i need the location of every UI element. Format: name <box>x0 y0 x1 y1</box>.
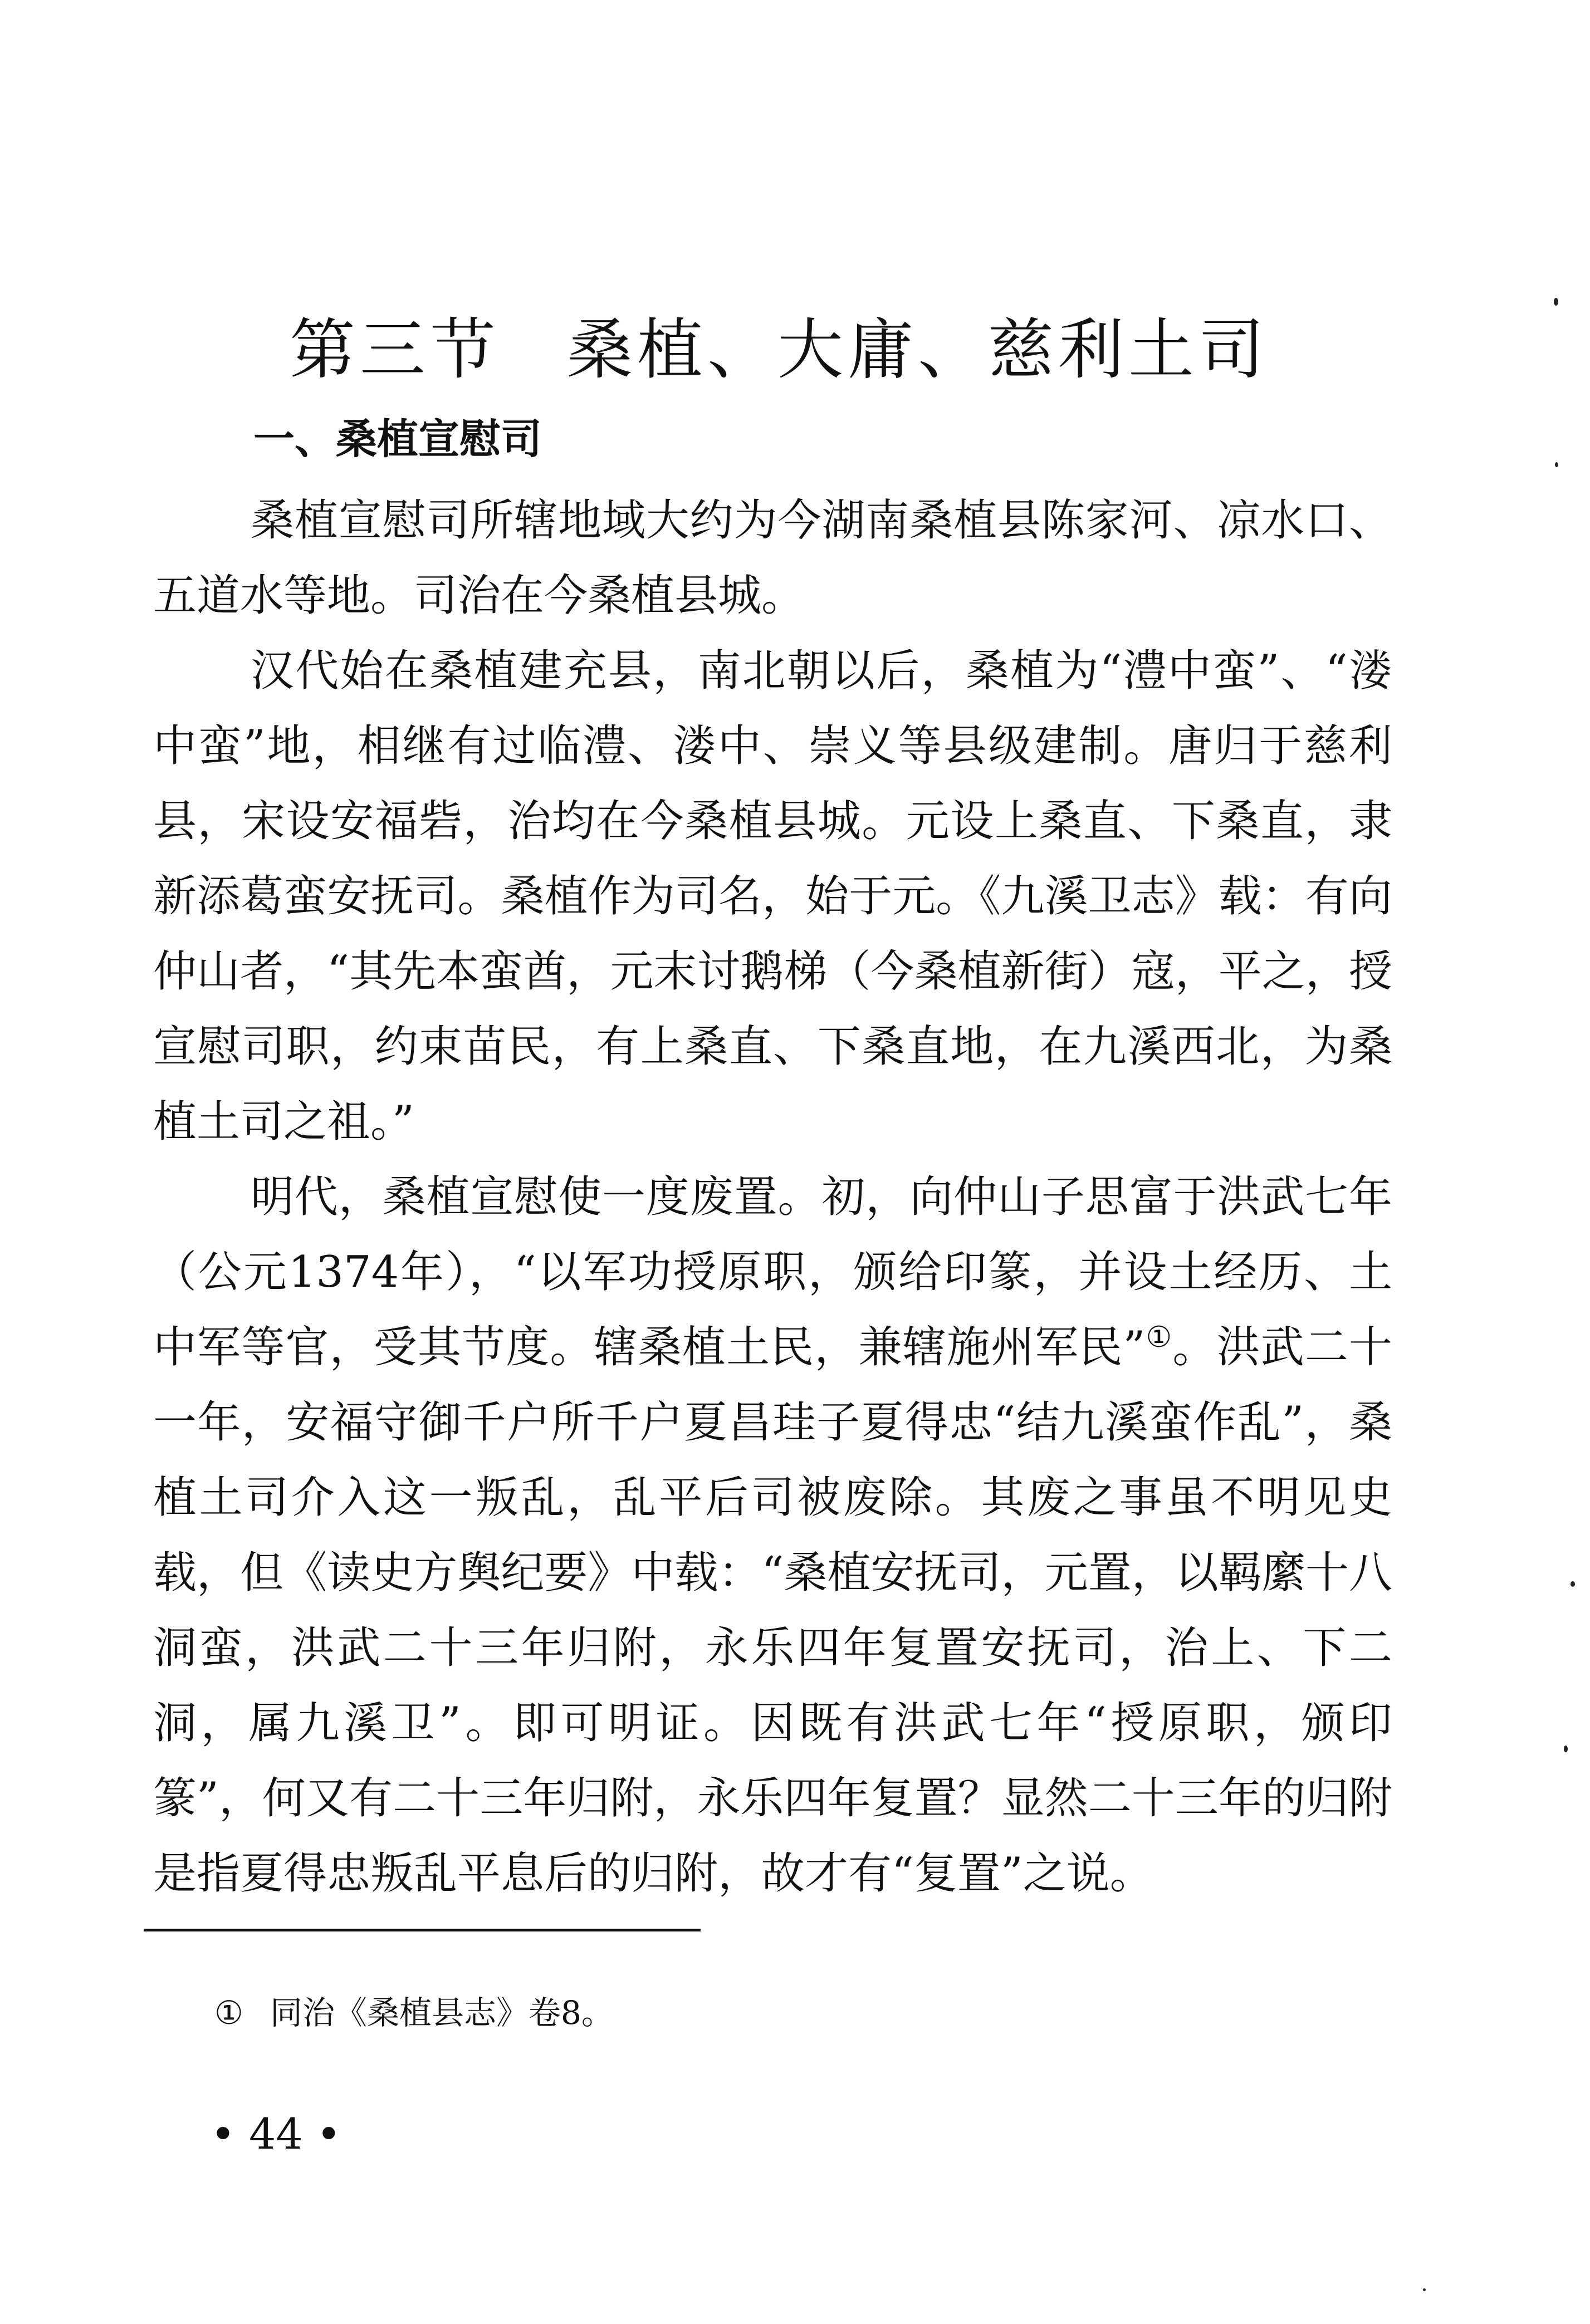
section-number: 第三节 <box>290 311 501 389</box>
paragraph: 汉代始在桑植建充县，南北朝以后，桑植为“澧中蛮”、“溇中蛮”地，相继有过临澧、溇中、崇义等县级建制。唐归于慈利县，宋设安福砦，治均在今桑植县城。元设上桑直、下桑直，隶新添葛蛮安抚司。桑植作为司名，始于元。《九溪卫志》载：有向仲山者，“其先本蛮酋，元末讨鹅梯（今桑植新街）寇，平之，授宣慰司职，约束苗民，有上桑直、下桑直地，在九溪西北，为桑植土司之祖。” <box>153 646 1392 1147</box>
section-title <box>290 311 1269 389</box>
section-title-text: 桑植、大庸、慈利土司 <box>567 311 1269 389</box>
scan-speck <box>1555 462 1558 467</box>
paragraph-text: 。洪武二十一年，安福守御千户所千户夏昌珪子夏得忠“结九溪蛮作乱”，桑植土司介入这一叛乱，乱平后司被废除。其废之事虽不明见史载，但《读史方舆纪要》中载：“桑植安抚司，元置，以羁縻十八洞蛮，洪武二十三年归附，永乐四年复置安抚司，治上、下二洞，属九溪卫”。即可明证。因既有洪武七年“授原职，颁印篆”，何又有二十三年归附，永乐四年复置？显然二十三年的归附是指夏得忠叛乱平息后的归附，故才有“复置”之说。 <box>153 1322 1392 1899</box>
footnote-text: 同治《桑植县志》卷8。 <box>270 1994 614 2032</box>
page-number: • 44 • <box>211 2109 341 2159</box>
paragraph <box>153 1160 1392 1911</box>
footnote-reference: ① <box>1145 1321 1173 1354</box>
subsection-heading: 一、桑植宣慰司 <box>253 415 542 463</box>
scan-speck <box>1554 298 1558 306</box>
paragraph-text: 明代，桑植宣慰使一度废置。初，向仲山子思富于洪武七年（公元1374年），“以军功授原职，颁给印篆，并设土经历、土中军等官，受其节度。辖桑植土民，兼辖施州军民” <box>153 1172 1392 1372</box>
footnote-divider <box>144 1929 701 1931</box>
footnote <box>214 1994 614 2032</box>
scan-speck <box>1423 2288 1426 2291</box>
footnote-number: ① <box>214 1994 243 2032</box>
body-text <box>153 483 1392 1911</box>
paragraph: 桑植宣慰司所辖地域大约为今湖南桑植县陈家河、凉水口、五道水等地。司治在今桑植县城。 <box>153 496 1392 621</box>
scan-speck <box>1564 1746 1568 1752</box>
scan-speck <box>1571 1581 1575 1587</box>
